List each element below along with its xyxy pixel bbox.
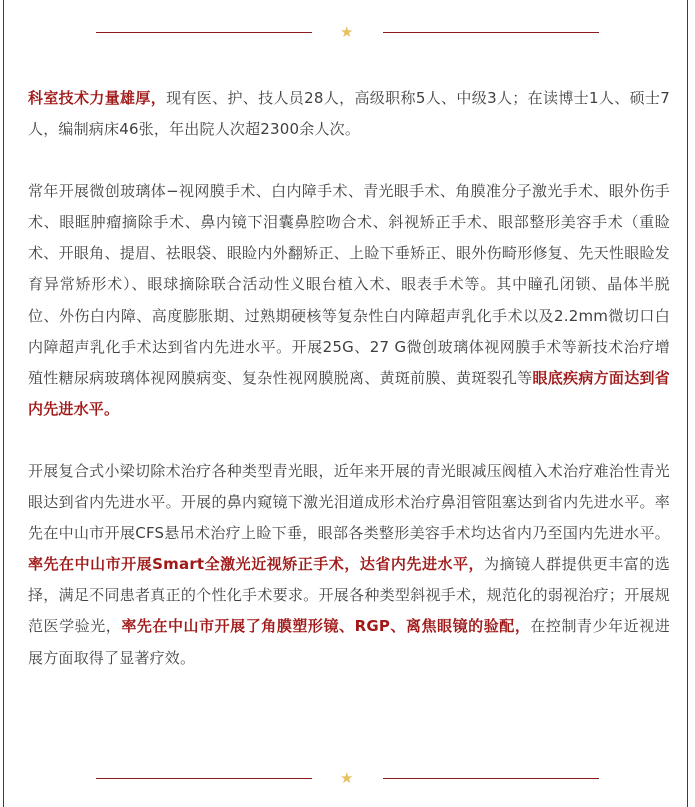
star-icon: ★ bbox=[340, 23, 354, 41]
paragraph-staff bbox=[28, 83, 670, 145]
divider-line-right bbox=[383, 32, 599, 33]
star-icon: ★ bbox=[340, 769, 354, 787]
text-staff: 现有医、护、技人员28人，高级职称5人、中级3人；在读博士1人、硕士7人，编制病床46张，年出院人次超2300余人次。 bbox=[28, 89, 670, 139]
highlight-smart: 率先在中山市开展Smart全激光近视矫正手术，达省内先进水平， bbox=[28, 555, 485, 574]
article-body bbox=[28, 83, 670, 705]
highlight-orthok: 率先在中山市开展了角膜塑形镜、RGP、离焦眼镜的验配， bbox=[121, 617, 531, 636]
divider-line-left bbox=[96, 778, 312, 779]
paragraph-glaucoma bbox=[28, 456, 670, 674]
highlight-fundus: 眼底疾病方面达到省内先进水平。 bbox=[28, 368, 670, 418]
divider-line-left bbox=[96, 32, 312, 33]
highlight-staff: 科室技术力量雄厚， bbox=[28, 89, 167, 107]
text-surgery: 常年开展微创玻璃体−视网膜手术、白内障手术、青光眼手术、角膜准分子激光手术、眼外伤手术、眼眶肿瘤摘除手术、鼻内镜下泪囊鼻腔吻合术、斜视矫正手术、眼部整形美容手术（重睑术、开眼角、提眉、祛眼袋、眼睑内外翻矫正、上睑下垂矫正、眼外伤畸形修复、先天性眼睑发育异常矫形术）、眼球摘除联合活动性义眼台植入术、眼表手术等。其中瞳孔闭锁、晶体半脱位、外伤白内障、高度膨胀期、过熟期硬核等复杂性白内障超声乳化手术以及2.2mm微切口白内障超声乳化手术达到省内先进水平。开展25G、27 G微创玻璃体视网膜手术等新技术治疗增殖性糖尿病玻璃体视网膜病变、复杂性视网膜脱离、黄斑前膜、黄斑裂孔等 bbox=[28, 182, 670, 387]
top-divider bbox=[96, 23, 599, 41]
divider-line-right bbox=[383, 778, 599, 779]
paragraph-surgery bbox=[28, 176, 670, 425]
text-glaucoma: 开展复合式小梁切除术治疗各种类型青光眼，近年来开展的青光眼减压阀植入术治疗难治性青光眼达到省内先进水平。开展的鼻内窥镜下激光泪道成形术治疗鼻泪管阻塞达到省内先进水平。率先在中山市开展CFS悬吊术治疗上睑下垂，眼部各类整形美容手术均达省内乃至国内先进水平。 bbox=[28, 461, 670, 543]
text-myopia: 在控制青少年近视进展方面取得了显著疗效。 bbox=[28, 617, 670, 667]
bottom-divider bbox=[96, 769, 599, 787]
text-strabismus: 为摘镜人群提供更丰富的选择，满足不同患者真正的个性化手术要求。开展各种类型斜视手术，规范化的弱视治疗；开展规范医学验光， bbox=[28, 555, 670, 636]
